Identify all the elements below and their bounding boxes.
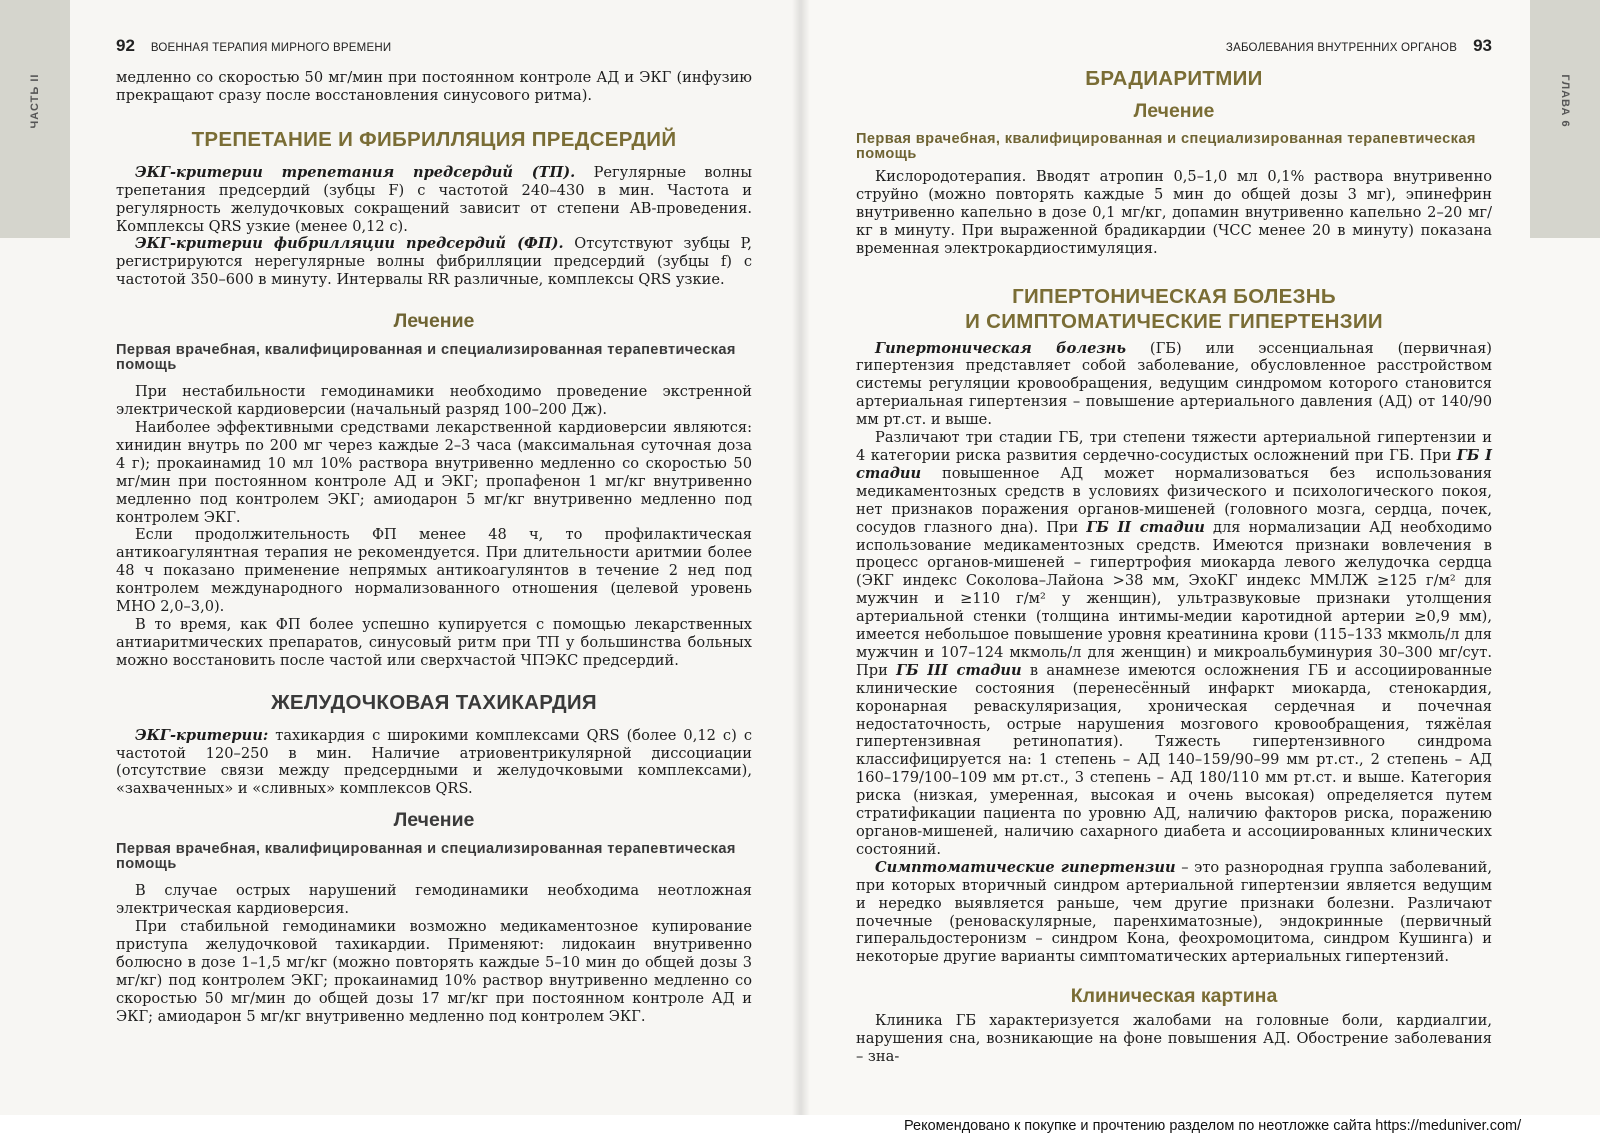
fibrillation-criteria-lead: ЭКГ-критерии фибрилляции предсердий (ФП). bbox=[135, 235, 564, 253]
paragraph-vt-criteria bbox=[116, 727, 752, 799]
stages-text-c: повышенное АД может нормализоваться без использования медикаментозных средств в условиях физического и психологического покоя, нет признаков поражения органов-мишеней (головного мозга, сердца, почек, сосудов глазного дна). При bbox=[856, 464, 1492, 536]
stage-2-label: ГБ II стадии bbox=[1086, 518, 1205, 536]
stage-1-label: ГБ I стадии bbox=[856, 446, 1492, 482]
left-page bbox=[0, 0, 800, 1115]
paragraph-af-pacing: В то время, как ФП более успешно купируется с помощью лекарственных антиаритмических препаратов, синусовый ритм при ТП у большинства больных можно восстановить после частой или сверхчастой ЧПЭКС предсердий. bbox=[116, 615, 752, 669]
stages-text-e: в анамнезе имеются осложнения ГБ и ассоциированные клинические состояния (перенесённый инфаркт миокарда, стенокардия, коронарная реваскуляризация, хроническая сердечная и почечная недостаточность, острые нарушения мозгового кровообращения, тяжёлая гипертензивная ретинопатия). Тяжесть гипертензивного синдрома классифицируется на: 1 степень – АД 140–159/90–99 мм рт.ст., 2 степень – АД 160–179/100–109 мм рт.ст., 3 степень – АД 180/110 мм рт.ст. и выше. Категория риска (низкая, умеренная, высокая и очень высокая) определяется путем стратификации пациента по уровню АД, наличию факторов риска, поражению органов-мишеней, наличию сахарного диабета и ассоциированных клинических состояний. bbox=[856, 661, 1493, 858]
stage-3-label: ГБ III стадии bbox=[896, 661, 1022, 679]
paragraph-continued: медленно со скоростью 50 мг/мин при постоянном контроле АД и ЭКГ (инфузию прекращают сразу после восстановления синусового ритма). bbox=[116, 69, 752, 104]
paragraph-clinical-picture: Клиника ГБ характеризуется жалобами на головные боли, кардиалгии, нарушения сна, возникающие на фоне повышения АД. Обострение заболевания – зна- bbox=[856, 1012, 1492, 1066]
vt-criteria-lead: ЭКГ-критерии: bbox=[135, 726, 269, 744]
heading-treatment-vt: Лечение bbox=[393, 809, 475, 832]
footer-recommendation-note: Рекомендовано к покупке и прочтению разделом по неотложке сайта https://meduniver.com/ bbox=[904, 1118, 1522, 1134]
symptomatic-hypertension-lead: Симптоматические гипертензии bbox=[875, 858, 1176, 876]
stages-text-d: для нормализации АД необходимо использование медикаментозных средств. Имеются признаки вовлечения в процесс органов-мишеней – гипертрофия миокарда левого желудочка сердца (ЭКГ индекс Соколова–Лайона >38 мм, ЭхоКГ индекс ММЛЖ ≥125 г/м² для мужчин и ≥110 г/м² у женщин), ультразвуковые признаки утолщения артериальной стенки (толщина интимы-медии каротидной артерии ≥0,9 мм), имеется небольшое повышение уровня креатинина крови (115–133 мкмоль/л для мужчин и 107–124 мкмоль/л для женщин) и микроальбуминурия 30–300 мг/сут. При bbox=[856, 518, 1492, 679]
paragraph-hypertension-definition bbox=[856, 340, 1492, 430]
left-page-number: 92 bbox=[116, 36, 135, 55]
heading-hypertension-line2: И СИМПТОМАТИЧЕСКИЕ ГИПЕРТЕНЗИИ bbox=[965, 309, 1383, 333]
flutter-criteria-lead: ЭКГ-критерии трепетания предсердий (ТП). bbox=[135, 163, 576, 181]
heading-clinical-picture: Клиническая картина bbox=[1070, 985, 1278, 1008]
symptomatic-hypertension-text: – это разнородная группа заболеваний, при которых вторичный синдром артериальной гипертензии является ведущим и нередко выявляется раньше, чем другие признаки болезни. Различают почечные (реноваскулярные, паренхиматозные), эндокринные (первичный гиперальдостеронизм – синдром Кона, феохромоцитома, синдром Кушинга) и некоторые другие варианты симптоматических артериальных гипертензий. bbox=[856, 858, 1492, 966]
heading-flutter-fibrillation: ТРЕПЕТАНИЕ И ФИБРИЛЛЯЦИЯ ПРЕДСЕРДИЙ bbox=[191, 127, 677, 151]
paragraph-af-cardioversion: При нестабильности гемодинамики необходимо проведение экстренной электрической кардиоверсии (начальный разряд 100–200 Дж). bbox=[116, 383, 752, 419]
paragraph-vt-cardioversion: В случае острых нарушений гемодинамики необходима неотложная электрическая кардиоверсия. bbox=[116, 882, 752, 918]
paragraph-af-anticoagulation: Если продолжительность ФП менее 48 ч, то профилактическая антикоагулянтная терапия не рекомендуется. При длительности аритмии более 48 ч показано применение непрямых антикоагулянтов в течение 2 нед под контролем международного нормализованного отношения (целевой уровень МНО 2,0–3,0). bbox=[116, 526, 752, 616]
right-running-head bbox=[1226, 36, 1492, 56]
left-running-title: ВОЕННАЯ ТЕРАПИЯ МИРНОГО ВРЕМЕНИ bbox=[150, 42, 392, 54]
hypertension-definition-lead: Гипертоническая болезнь bbox=[875, 339, 1126, 357]
flutter-criteria-text: Регулярные волны трепетания предсердий (зубцы F) с частотой 240–430 в мин. Частота и регулярность желудочковых сокращений зависит от степени АВ-проведения. Комплексы QRS узкие (менее 0,12 с). bbox=[116, 163, 752, 235]
heading-ventricular-tachycardia: ЖЕЛУДОЧКОВАЯ ТАХИКАРДИЯ bbox=[271, 690, 597, 714]
right-running-title: ЗАБОЛЕВАНИЯ ВНУТРЕННИХ ОРГАНОВ bbox=[1225, 42, 1458, 54]
paragraph-hypertension-stages bbox=[856, 429, 1492, 859]
paragraph-vt-drugs: При стабильной гемодинамики возможно медикаментозное купирование приступа желудочковой тахикардии. Применяют: лидокаин внутривенно болюсно в дозе 1–1,5 мг/кг (можно повторять каждые 5–10 мин до общей дозы 3 мг/кг) под контролем ЭКГ; прокаинамид 10% раствор внутривенно медленно со скоростью 50 мг/мин до общей дозы 17 мг/кг при постоянном контроле АД и ЭКГ; амиодарон 5 мг/кг внутривенно медленно под контролем ЭКГ. bbox=[116, 918, 752, 1025]
part-side-tab-label: ЧАСТЬ II bbox=[29, 73, 41, 129]
paragraph-symptomatic-hypertension bbox=[856, 859, 1492, 966]
left-running-head bbox=[116, 36, 391, 56]
left-text-column bbox=[116, 69, 752, 1026]
heading-aid-af: Первая врачебная, квалифицированная и специализированная терапевтическая помощь bbox=[116, 342, 736, 374]
right-text-column bbox=[856, 66, 1492, 1066]
book-gutter-shadow bbox=[792, 0, 810, 1115]
chapter-side-tab bbox=[1530, 0, 1600, 238]
paragraph-brady-treatment: Кислородотерапия. Вводят атропин 0,5–1,0 мл 0,1% раствора внутривенно струйно (можно повторять каждые 5 мин до общей дозы 3 мг), эпинефрин внутривенно капельно в дозе 0,1 мг/кг, допамин внутривенно капельно 2–20 мг/кг в минуту. При выраженной брадикардии (ЧСС менее 20 в минуту) показана временная электрокардиостимуляция. bbox=[856, 168, 1492, 257]
fibrillation-criteria-text: Отсутствуют зубцы P, регистрируются нерегулярные волны фибрилляции предсердий (зубцы f) с частотой 350–600 в минуту. Интервалы RR различные, комплексы QRS узкие. bbox=[116, 235, 752, 289]
right-page-number: 93 bbox=[1473, 36, 1492, 55]
heading-aid-vt: Первая врачебная, квалифицированная и специализированная терапевтическая помощь bbox=[116, 841, 736, 873]
part-side-tab bbox=[0, 0, 70, 238]
heading-hypertension-line1: ГИПЕРТОНИЧЕСКАЯ БОЛЕЗНЬ bbox=[1012, 284, 1336, 308]
heading-treatment-af: Лечение bbox=[393, 310, 475, 333]
heading-aid-brady: Первая врачебная, квалифицированная и специализированная терапевтическая помощь bbox=[856, 131, 1476, 162]
chapter-side-tab-label: ГЛАВА 6 bbox=[1559, 74, 1571, 128]
paragraph-af-drugs: Наиболее эффективными средствами лекарственной кардиоверсии являются: хинидин внутрь по 200 мг через каждые 2–3 часа (максимальная суточная доза 4 г); прокаинамид 10 мл 10% раствора внутривенно медленно со скоростью 50 мг/мин при постоянном контроле АД и ЭКГ; пропафенон 1 мг/кг внутривенно медленно под контролем ЭКГ; амиодарон 5 мг/кг внутривенно медленно под контролем ЭКГ. bbox=[116, 418, 752, 526]
stages-text-a: Различают три стадии ГБ, три степени тяжести артериальной гипертензии и 4 категории риска развития сердечно-сосудистых осложнений при ГБ. При bbox=[856, 429, 1492, 464]
heading-treatment-brady: Лечение bbox=[1133, 100, 1215, 122]
vt-criteria-text: тахикардия с широкими комплексами QRS (более 0,12 с) с частотой 120–250 в мин. Наличие атриовентрикулярной диссоциации (отсутствие связи между предсердными и желудочковыми комплексами), «захваченных» и «сливных» комплексов QRS. bbox=[116, 726, 752, 798]
paragraph-flutter-criteria bbox=[116, 164, 752, 236]
paragraph-fibrillation-criteria bbox=[116, 235, 752, 289]
hypertension-definition-text: (ГБ) или эссенциальная (первичная) гипертензия представляет собой заболевание, обусловленное расстройством системы регуляции кровообращения, ведущим синдромом которого становится артериальная гипертензия – повышение артериального давления (АД) от 140/90 мм рт.ст. и выше. bbox=[856, 339, 1492, 429]
heading-bradyarrhythmias: БРАДИАРИТМИИ bbox=[1085, 67, 1263, 90]
